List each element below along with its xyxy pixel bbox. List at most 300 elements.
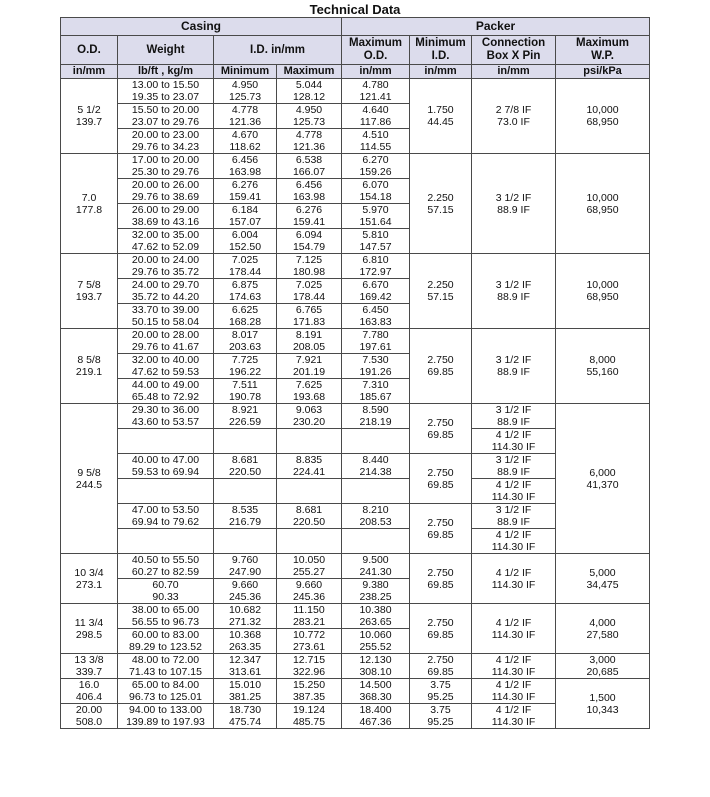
id-minimum-cell: [214, 654, 277, 679]
weight-value: 33.70 to 39.00: [131, 304, 200, 316]
id-minimum-value: 245.36: [228, 591, 262, 603]
id-maximum-value: 8.191: [295, 329, 323, 341]
weight-value: 47.00 to 53.50: [131, 504, 200, 516]
max-od-cell: [342, 604, 410, 629]
id-maximum-value: 9.660: [295, 579, 323, 591]
id-maximum-value: 128.12: [292, 91, 326, 103]
id-minimum-value: 9.660: [231, 579, 259, 591]
max-od-value: 147.57: [359, 241, 392, 253]
id-maximum-value: 6.276: [295, 204, 323, 216]
id-minimum-value: 157.07: [228, 216, 262, 228]
weight-value: 19.35 to 23.07: [131, 91, 200, 103]
max-wp-value: 27,580: [586, 628, 619, 641]
max-od-value: 18.400: [359, 704, 392, 716]
id-maximum-cell: [277, 229, 342, 254]
id-minimum-value: 121.36: [228, 116, 262, 128]
weight-value: 35.72 to 44.20: [131, 291, 200, 303]
id-minimum-value: 203.63: [228, 341, 262, 353]
weight-value: 40.00 to 47.00: [131, 454, 200, 466]
min-id-value: 69.85: [427, 666, 454, 678]
od-value: 8 5/8: [77, 354, 101, 366]
id-maximum-value: 125.73: [292, 116, 326, 128]
od-cell: [61, 554, 118, 604]
id-maximum-cell: [277, 479, 342, 504]
weight-cell: [118, 179, 214, 204]
weight-cell: [118, 379, 214, 404]
connection-value: 3 1/2 IF: [495, 279, 532, 291]
max-wp-value: 41,370: [586, 478, 619, 491]
weight-value: 15.50 to 20.00: [131, 104, 200, 116]
id-maximum-value: 5.044: [295, 79, 323, 91]
max-od-cell: [342, 679, 410, 704]
max-od-cell: [342, 354, 410, 379]
weight-value: 40.50 to 55.50: [131, 554, 200, 566]
max-od-value: 7.780: [362, 329, 389, 341]
id-maximum-value: 12.715: [292, 654, 326, 666]
max-wp-value: 8,000: [589, 354, 616, 366]
max-od-cell: [342, 579, 410, 604]
min-id-value: 2.250: [427, 279, 454, 291]
max-od-value: 238.25: [359, 591, 392, 603]
max-wp-cell: [556, 329, 650, 404]
max-wp-value: 68,950: [586, 116, 619, 128]
id-maximum-value: 283.21: [292, 616, 326, 628]
max-od-value: 6.070: [362, 179, 389, 191]
od-value: 219.1: [75, 366, 103, 378]
max-od-cell: [342, 229, 410, 254]
max-od-value: 163.83: [359, 316, 392, 328]
id-minimum-value: 6.875: [231, 279, 259, 291]
weight-cell: [118, 229, 214, 254]
max-od-value: 6.270: [362, 154, 389, 166]
od-cell: [61, 329, 118, 404]
connection-value: 88.9 IF: [497, 466, 530, 478]
max-od-cell: [342, 304, 410, 329]
max-od-value: 191.26: [359, 366, 392, 378]
id-minimum-cell: [214, 154, 277, 179]
max-od-value: 6.810: [362, 254, 389, 266]
max-wp-value: 68,950: [586, 203, 619, 216]
weight-value: 17.00 to 20.00: [131, 154, 200, 166]
max-od-value: 241.30: [359, 566, 392, 578]
id-maximum-value: 7.125: [295, 254, 323, 266]
id-maximum-value: 7.625: [295, 379, 323, 391]
od-cell: [61, 704, 118, 729]
weight-value: 89.29 to 123.52: [129, 641, 202, 653]
weight-cell: [118, 504, 214, 529]
min-id-value: 69.85: [427, 578, 454, 591]
id-minimum-value: 190.78: [228, 391, 262, 403]
id-minimum-cell: [214, 129, 277, 154]
id-minimum-cell: [214, 579, 277, 604]
max-od-column-header: Maximum O.D.: [342, 36, 410, 65]
id-minimum-value: 125.73: [228, 91, 262, 103]
od-cell: [61, 154, 118, 254]
max-od-cell: [342, 654, 410, 679]
id-maximum-value: 193.68: [292, 391, 326, 403]
min-id-value: 57.15: [427, 203, 454, 216]
max-od-cell: [342, 254, 410, 279]
technical-data-table: [60, 17, 650, 729]
id-maximum-value: 171.83: [292, 316, 326, 328]
max-wp-value: 34,475: [586, 578, 619, 591]
min-id-cell: [410, 604, 472, 654]
connection-cell: [472, 479, 556, 504]
id-minimum-value: 6.625: [231, 304, 259, 316]
max-od-value: 154.18: [359, 191, 392, 203]
min-id-cell: [410, 154, 472, 254]
id-maximum-value: 178.44: [292, 291, 326, 303]
weight-value: 32.00 to 35.00: [131, 229, 200, 241]
weight-value: 60.70: [152, 579, 179, 591]
od-value: 13 3/8: [74, 654, 104, 666]
id-minimum-value: 7.511: [232, 379, 258, 391]
connection-cell: [472, 679, 556, 704]
id-maximum-cell: [277, 154, 342, 179]
weight-value: 20.00 to 28.00: [131, 329, 200, 341]
min-id-value: 95.25: [427, 691, 454, 703]
id-maximum-value: 6.538: [295, 154, 323, 166]
weight-value: 25.30 to 29.76: [131, 166, 200, 178]
max-wp-value: 10,343: [586, 703, 619, 716]
id-minimum-cell: [214, 704, 277, 729]
max-od-value: 5.970: [362, 204, 389, 216]
min-id-cell: [410, 454, 472, 504]
od-column-header: O.D.: [61, 36, 118, 65]
max-od-value: 7.310: [362, 379, 389, 391]
id-maximum-value: 273.61: [292, 641, 326, 653]
id-maximum-value: 163.98: [292, 191, 326, 203]
id-maximum-value: 15.250: [292, 679, 326, 691]
od-cell: [61, 604, 118, 654]
min-id-value: 69.85: [427, 628, 454, 641]
id-maximum-value: 19.124: [292, 704, 326, 716]
connection-value: 3 1/2 IF: [495, 454, 532, 466]
max-wp-value: 55,160: [586, 366, 619, 378]
weight-cell: [118, 204, 214, 229]
id-minimum-value: 263.35: [228, 641, 262, 653]
id-minimum-value: 168.28: [228, 316, 262, 328]
od-value: 339.7: [75, 666, 103, 678]
max-od-cell: [342, 529, 410, 554]
weight-value: 38.69 to 43.16: [131, 216, 200, 228]
weight-value: 48.00 to 72.00: [131, 654, 200, 666]
id-minimum-value: 159.41: [228, 191, 262, 203]
min-id-cell: [410, 679, 472, 704]
weight-value: 29.76 to 35.72: [131, 266, 200, 278]
max-od-value: 308.10: [359, 666, 392, 678]
min-id-value: 44.45: [427, 116, 454, 128]
weight-value: 43.60 to 53.57: [131, 416, 200, 428]
id-maximum-value: 11.150: [293, 604, 325, 616]
weight-column-header: Weight: [118, 36, 214, 65]
max-od-value: 218.19: [359, 416, 392, 428]
od-value: 193.7: [75, 291, 103, 303]
weight-value: 59.53 to 69.94: [131, 466, 200, 478]
od-cell: [61, 79, 118, 154]
weight-cell: [118, 529, 214, 554]
id-minimum-value: 178.44: [228, 266, 262, 278]
max-od-value: 10.060: [359, 629, 392, 641]
connection-cell: [472, 79, 556, 154]
id-minimum-value: 4.950: [231, 79, 259, 91]
id-minimum-value: 174.63: [228, 291, 262, 303]
max-wp-cell: [556, 404, 650, 554]
weight-cell: [118, 479, 214, 504]
max-od-value: 172.97: [359, 266, 392, 278]
od-value: 139.7: [75, 116, 103, 128]
max-od-cell: [342, 704, 410, 729]
weight-cell: [118, 354, 214, 379]
id-minimum-cell: [214, 429, 277, 454]
id-minimum-cell: [214, 629, 277, 654]
connection-value: 2 7/8 IF: [495, 104, 532, 116]
id-maximum-cell: [277, 704, 342, 729]
min-id-value: 69.85: [427, 478, 454, 491]
weight-value: 96.73 to 125.01: [129, 691, 202, 703]
max-od-cell: [342, 404, 410, 429]
id-maximum-cell: [277, 604, 342, 629]
max-od-cell: [342, 179, 410, 204]
id-minimum-value: 8.681: [231, 454, 259, 466]
min-id-value: 2.750: [427, 466, 454, 479]
connection-value: 88.9 IF: [497, 516, 530, 528]
id-maximum-cell: [277, 379, 342, 404]
id-maximum-value: 10.050: [292, 554, 326, 566]
max-od-value: 10.380: [359, 604, 392, 616]
id-minimum-value: 8.535: [231, 504, 259, 516]
id-maximum-cell: [277, 679, 342, 704]
max-od-value: 12.130: [359, 654, 392, 666]
id-maximum-value: 8.681: [295, 504, 323, 516]
id-maximum-value: 121.36: [292, 141, 326, 153]
max-od-value: 4.510: [362, 129, 389, 141]
max-wp-cell: [556, 554, 650, 604]
min-id-value: 69.85: [427, 366, 454, 378]
id-maximum-cell: [277, 254, 342, 279]
id-minimum-cell: [214, 254, 277, 279]
id-maximum-cell: [277, 104, 342, 129]
connection-column-header: Connection Box X Pin: [472, 36, 556, 65]
id-minimum-value: 9.760: [231, 554, 259, 566]
connection-value: 3 1/2 IF: [495, 354, 532, 366]
connection-value: 114.30 IF: [491, 491, 536, 503]
min-id-cell: [410, 79, 472, 154]
weight-value: 50.15 to 58.04: [131, 316, 200, 328]
min-id-value: 2.750: [427, 616, 454, 629]
weight-value: 94.00 to 133.00: [129, 704, 202, 716]
id-minimum-value: 163.98: [228, 166, 262, 178]
od-cell: [61, 679, 118, 704]
weight-value: 56.55 to 96.73: [131, 616, 200, 628]
max-od-value: 14.500: [359, 679, 392, 691]
max-od-value: 208.53: [359, 516, 392, 528]
min-id-value: 2.750: [427, 416, 454, 429]
max-od-cell: [342, 504, 410, 529]
max-od-value: 197.61: [359, 341, 392, 353]
max-wp-cell: [556, 79, 650, 154]
weight-value: 13.00 to 15.50: [131, 79, 200, 91]
min-id-value: 2.750: [427, 654, 454, 666]
connection-cell: [472, 704, 556, 729]
connection-value: 4 1/2 IF: [495, 529, 532, 541]
weight-value: 69.94 to 79.62: [131, 516, 200, 528]
id-minimum-cell: [214, 479, 277, 504]
id-maximum-cell: [277, 554, 342, 579]
connection-cell: [472, 429, 556, 454]
max-od-value: 8.590: [362, 404, 389, 416]
weight-value: 65.00 to 84.00: [131, 679, 200, 691]
id-maximum-cell: [277, 504, 342, 529]
id-maximum-value: 154.79: [292, 241, 326, 253]
id-maximum-value: 224.41: [292, 466, 326, 478]
id-minimum-value: 226.59: [228, 416, 262, 428]
packer-group-header: Packer: [342, 18, 650, 36]
max-wp-value: 1,500: [589, 691, 616, 704]
od-value: 508.0: [75, 716, 103, 728]
od-value: 273.1: [75, 578, 103, 591]
id-maximum-cell: [277, 304, 342, 329]
weight-cell: [118, 679, 214, 704]
od-value: 5 1/2: [77, 104, 101, 116]
od-cell: [61, 654, 118, 679]
id-maximum-cell: [277, 204, 342, 229]
weight-value: 29.76 to 38.69: [131, 191, 200, 203]
max-od-value: 8.440: [362, 454, 389, 466]
weight-cell: [118, 329, 214, 354]
connection-value: 114.30 IF: [491, 441, 536, 453]
weight-value: 47.62 to 59.53: [131, 366, 200, 378]
id-minimum-value: 10.682: [228, 604, 262, 616]
max-od-value: 121.41: [359, 91, 392, 103]
connection-value: 4 1/2 IF: [495, 566, 532, 579]
max-od-cell: [342, 154, 410, 179]
max-od-value: 467.36: [359, 716, 392, 728]
max-od-cell: [342, 554, 410, 579]
max-od-value: 8.210: [362, 504, 389, 516]
od-value: 244.5: [75, 478, 103, 491]
id-maximum-cell: [277, 654, 342, 679]
connection-value: 114.30 IF: [491, 666, 536, 678]
id-minimum-value: 18.730: [228, 704, 262, 716]
weight-value: 60.00 to 83.00: [131, 629, 200, 641]
max-od-cell: [342, 129, 410, 154]
id-maximum-value: 255.27: [292, 566, 326, 578]
connection-value: 4 1/2 IF: [495, 679, 532, 691]
weight-value: 90.33: [152, 591, 179, 603]
weight-value: 23.07 to 29.76: [131, 116, 200, 128]
id-maximum-cell: [277, 329, 342, 354]
connection-cell: [472, 329, 556, 404]
weight-value: 29.30 to 36.00: [131, 404, 200, 416]
id-minimum-cell: [214, 304, 277, 329]
max-od-cell: [342, 104, 410, 129]
min-id-value: 69.85: [427, 428, 454, 441]
id-maximum-cell: [277, 454, 342, 479]
min-id-value: 2.750: [427, 354, 454, 366]
weight-cell: [118, 629, 214, 654]
max-od-cell: [342, 479, 410, 504]
id-maximum-subheader: Maximum: [277, 65, 342, 79]
id-minimum-value: 12.347: [228, 654, 262, 666]
min-id-cell: [410, 404, 472, 454]
id-minimum-value: 8.921: [231, 404, 259, 416]
weight-cell: [118, 154, 214, 179]
id-maximum-cell: [277, 179, 342, 204]
id-minimum-value: 220.50: [228, 466, 262, 478]
max-od-cell: [342, 279, 410, 304]
max-od-value: 114.55: [359, 141, 392, 153]
weight-cell: [118, 254, 214, 279]
max-od-value: 185.67: [359, 391, 392, 403]
connection-value: 4 1/2 IF: [495, 704, 532, 716]
od-value: 177.8: [75, 203, 103, 216]
min-id-cell: [410, 329, 472, 404]
weight-value: 29.76 to 34.23: [131, 141, 200, 153]
connection-cell: [472, 404, 556, 429]
connection-value: 4 1/2 IF: [495, 479, 532, 491]
id-minimum-cell: [214, 454, 277, 479]
id-minimum-value: 7.025: [231, 254, 259, 266]
max-wp-cell: [556, 679, 650, 729]
weight-value: 20.00 to 23.00: [131, 129, 200, 141]
id-minimum-cell: [214, 329, 277, 354]
min-id-value: 2.250: [427, 191, 454, 204]
connection-cell: [472, 254, 556, 329]
max-wp-value: 10,000: [586, 191, 619, 204]
id-minimum-value: 4.778: [231, 104, 259, 116]
max-wp-value: 5,000: [589, 566, 616, 579]
id-minimum-value: 6.456: [231, 154, 259, 166]
connection-value: 88.9 IF: [497, 366, 530, 378]
weight-value: 60.27 to 82.59: [131, 566, 200, 578]
min-id-cell: [410, 554, 472, 604]
min-id-value: 57.15: [427, 291, 454, 303]
id-minimum-value: 271.32: [228, 616, 262, 628]
connection-value: 4 1/2 IF: [495, 616, 532, 629]
connection-value: 88.9 IF: [497, 416, 530, 428]
id-maximum-value: 220.50: [292, 516, 326, 528]
weight-cell: [118, 554, 214, 579]
max-wp-value: 68,950: [586, 291, 619, 303]
id-minimum-value: 152.50: [228, 241, 262, 253]
id-minimum-value: 381.25: [228, 691, 262, 703]
id-minimum-value: 313.61: [228, 666, 262, 678]
max-od-value: 159.26: [359, 166, 392, 178]
connection-value: 4 1/2 IF: [495, 429, 532, 441]
id-maximum-value: 201.19: [292, 366, 326, 378]
connection-value: 3 1/2 IF: [495, 191, 532, 204]
max-od-value: 368.30: [359, 691, 392, 703]
weight-cell: [118, 579, 214, 604]
id-maximum-cell: [277, 579, 342, 604]
connection-value: 114.30 IF: [491, 691, 536, 703]
id-minimum-value: 8.017: [231, 329, 259, 341]
connection-value: 4 1/2 IF: [495, 654, 532, 666]
id-minimum-cell: [214, 404, 277, 429]
id-maximum-cell: [277, 529, 342, 554]
max-wp-cell: [556, 604, 650, 654]
min-id-value: 95.25: [427, 716, 454, 728]
id-column-header: I.D. in/mm: [214, 36, 342, 65]
id-minimum-value: 475.74: [228, 716, 262, 728]
id-minimum-cell: [214, 379, 277, 404]
id-minimum-cell: [214, 79, 277, 104]
od-value: 298.5: [75, 628, 103, 641]
weight-cell: [118, 129, 214, 154]
id-maximum-value: 322.96: [292, 666, 326, 678]
connection-cell: [472, 554, 556, 604]
